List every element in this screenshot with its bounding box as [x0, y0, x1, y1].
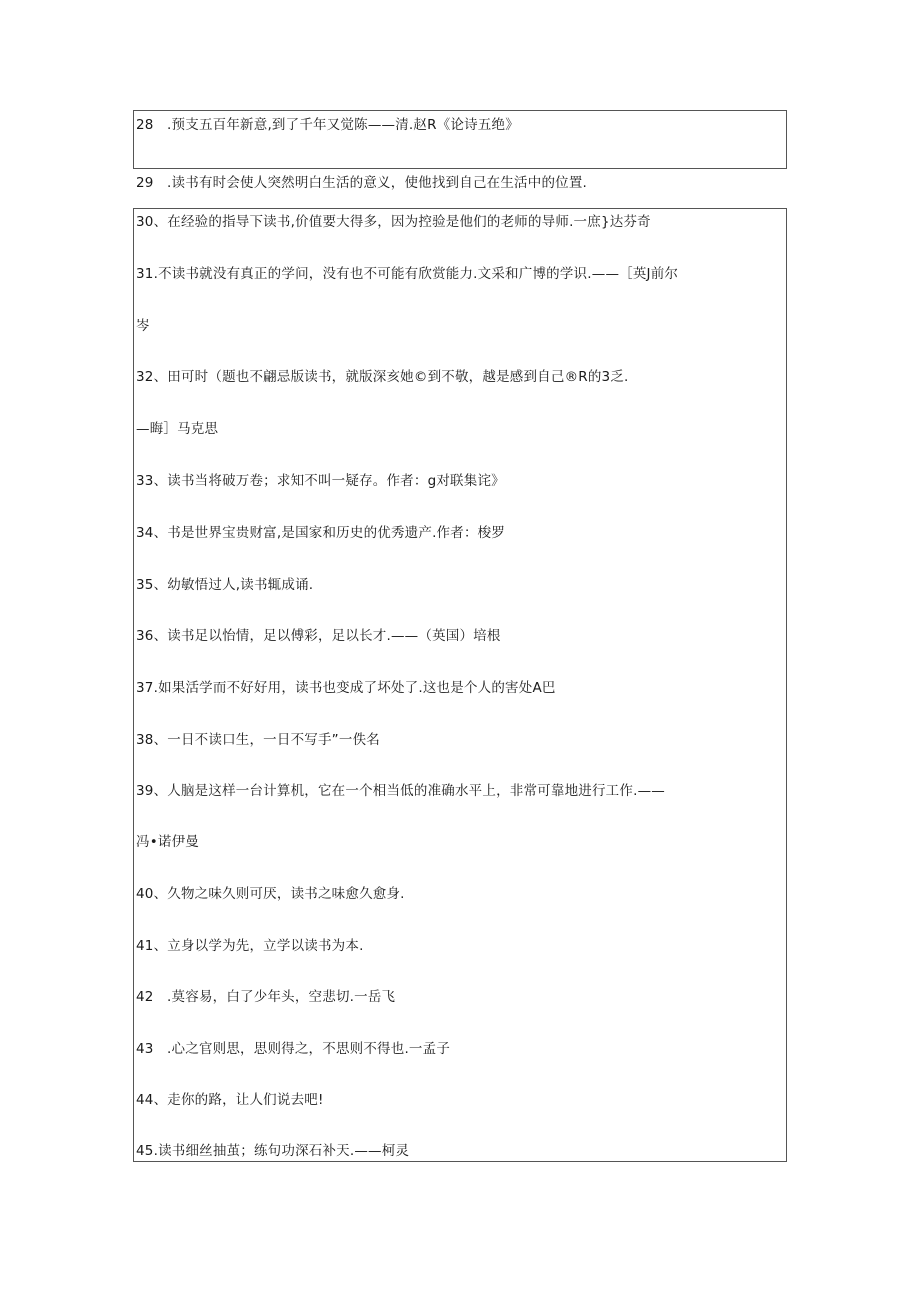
- quote-line-39: 39、人脑是这样一台计算机，它在一个相当低的准确水平上，非常可靠地进行工作.——: [136, 783, 665, 799]
- quote-line-39-cont: 冯•诺伊曼: [136, 834, 199, 850]
- quote-line-30: 30、在经验的指导下读书,价值要大得多，因为控验是他们的老师的导师.一庶}达芬奇: [136, 214, 651, 230]
- quote-line-32-cont: —晦］马克思: [136, 421, 219, 437]
- quote-line-29: 29 .读书有时会使人突然明白生活的意义，使他找到自己在生活中的位置.: [136, 175, 588, 191]
- quote-line-28: 28 .预支五百年新意,到了千年又觉陈——清.赵R《论诗五绝》: [136, 117, 519, 133]
- quote-line-38: 38、一日不读口生，一日不写手”一佚名: [136, 732, 380, 748]
- quote-line-43: 43 .心之官则思，思则得之，不思则不得也.一孟子: [136, 1041, 451, 1057]
- quote-line-45: 45.读书细丝抽茧；练句功深石补天.——柯灵: [136, 1143, 410, 1159]
- quote-line-31: 31.不读书就没有真正的学问，没有也不可能有欣赏能力.文采和广博的学识.——［英J前尔: [136, 266, 679, 282]
- quote-line-31-cont: 岑: [136, 318, 150, 334]
- quote-line-42: 42 .莫容易，白了少年头，空悲切.一岳飞: [136, 989, 396, 1005]
- quote-line-35: 35、幼敏悟过人,读书辄成诵.: [136, 577, 314, 593]
- quote-line-40: 40、久物之味久则可厌，读书之味愈久愈身.: [136, 886, 405, 902]
- quote-line-41: 41、立身以学为先，立学以读书为本.: [136, 938, 364, 954]
- quote-line-32: 32、田可时（题也不翩忌版读书，就版深亥她©到不敬，越是感到自己®R的3乏.: [136, 369, 629, 385]
- quote-line-37: 37.如果活学而不好好用，读书也变成了坏处了.这也是个人的害处A巴: [136, 680, 556, 696]
- quote-line-33: 33、读书当将破万卷；求知不叫一疑存。作者：g对联集诧》: [136, 473, 505, 489]
- quote-line-34: 34、书是世界宝贵财富,是国家和历史的优秀遗产.作者：梭罗: [136, 525, 506, 541]
- quote-line-44: 44、走你的路，让人们说去吧!: [136, 1092, 324, 1108]
- quote-line-36: 36、读书足以怡情，足以傅彩，足以长才.——（英国）培根: [136, 628, 501, 644]
